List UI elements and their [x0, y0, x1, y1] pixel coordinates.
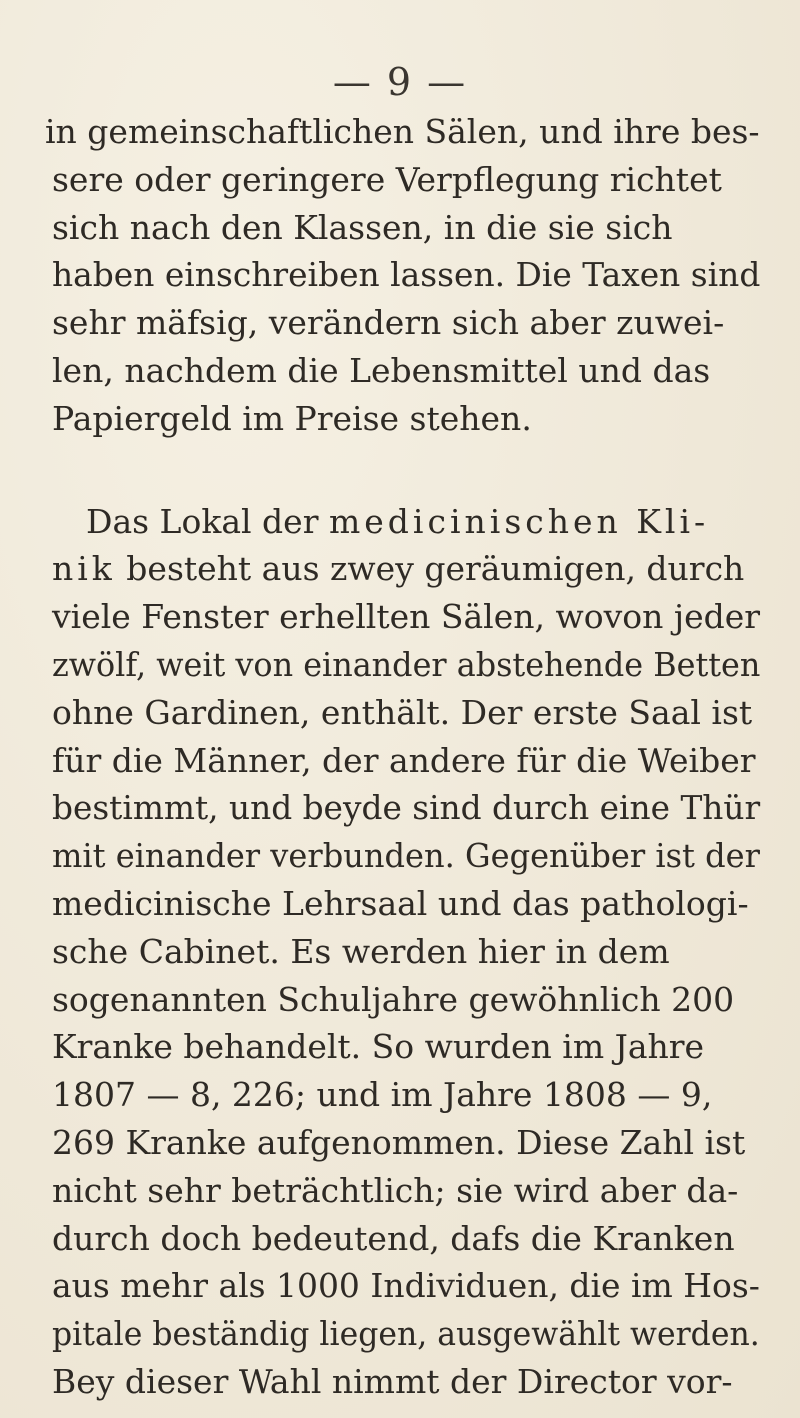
text-line: len, nachdem die Lebensmittel und das — [52, 351, 711, 390]
text-line: sche Cabinet. Es werden hier in dem — [52, 932, 670, 971]
text-line: haben einschreiben lassen. Die Taxen sind — [52, 255, 761, 294]
text-line — [86, 502, 709, 542]
text-line: medicinische Lehrsaal und das pathologi- — [52, 884, 749, 923]
text-line: ohne Gardinen, enthält. Der erste Saal ist — [52, 693, 753, 732]
text-line: 269 Kranke aufgenommen. Diese Zahl ist — [52, 1123, 746, 1162]
text-line: bestimmt, und beyde sind durch eine Thür — [52, 788, 761, 827]
text-line: aus mehr als 1000 Individuen, die im Hos- — [52, 1266, 760, 1305]
emphasized-term: medicinischen Kli- — [328, 502, 710, 541]
emphasized-term: nik — [52, 549, 116, 588]
text-line-lead: Das Lokal der — [86, 502, 329, 541]
text-line-rest: besteht aus zwey geräumigen, durch — [115, 549, 745, 588]
text-line: mit einander verbunden. Gegenüber ist der — [52, 836, 760, 875]
text-line: nicht sehr beträchtlich; sie wird aber da- — [52, 1171, 739, 1210]
text-line: sere oder geringere Verpflegung richtet — [52, 160, 722, 199]
text-line: Papiergeld im Preise stehen. — [52, 399, 532, 438]
text-line: pitale beständig liegen, ausgewählt werden. — [52, 1314, 760, 1353]
text-line: sehr mäfsig, verändern sich aber zuwei- — [52, 303, 725, 342]
text-line: durch doch bedeutend, dafs die Kranken — [52, 1219, 735, 1258]
text-line: für die Männer, der andere für die Weiber — [52, 741, 756, 780]
text-line: sich nach den Klassen, in die sie sich — [52, 208, 673, 247]
text-line: viele Fenster erhellten Sälen, wovon jeder — [52, 597, 761, 636]
text-line — [52, 549, 744, 589]
page-number: — 9 — — [332, 60, 468, 104]
text-line: zwölf, weit von einander abstehende Betten — [52, 645, 761, 684]
text-line: 1807 — 8, 226; und im Jahre 1808 — 9, — [52, 1075, 713, 1114]
text-line: sogenannten Schuljahre gewöhnlich 200 — [52, 980, 735, 1019]
text-line: Kranke behandelt. So wurden im Jahre — [52, 1027, 705, 1066]
text-line: in gemeinschaftlichen Sälen, und ihre bes- — [45, 112, 760, 151]
text-line: Bey dieser Wahl nimmt der Director vor- — [52, 1362, 733, 1401]
